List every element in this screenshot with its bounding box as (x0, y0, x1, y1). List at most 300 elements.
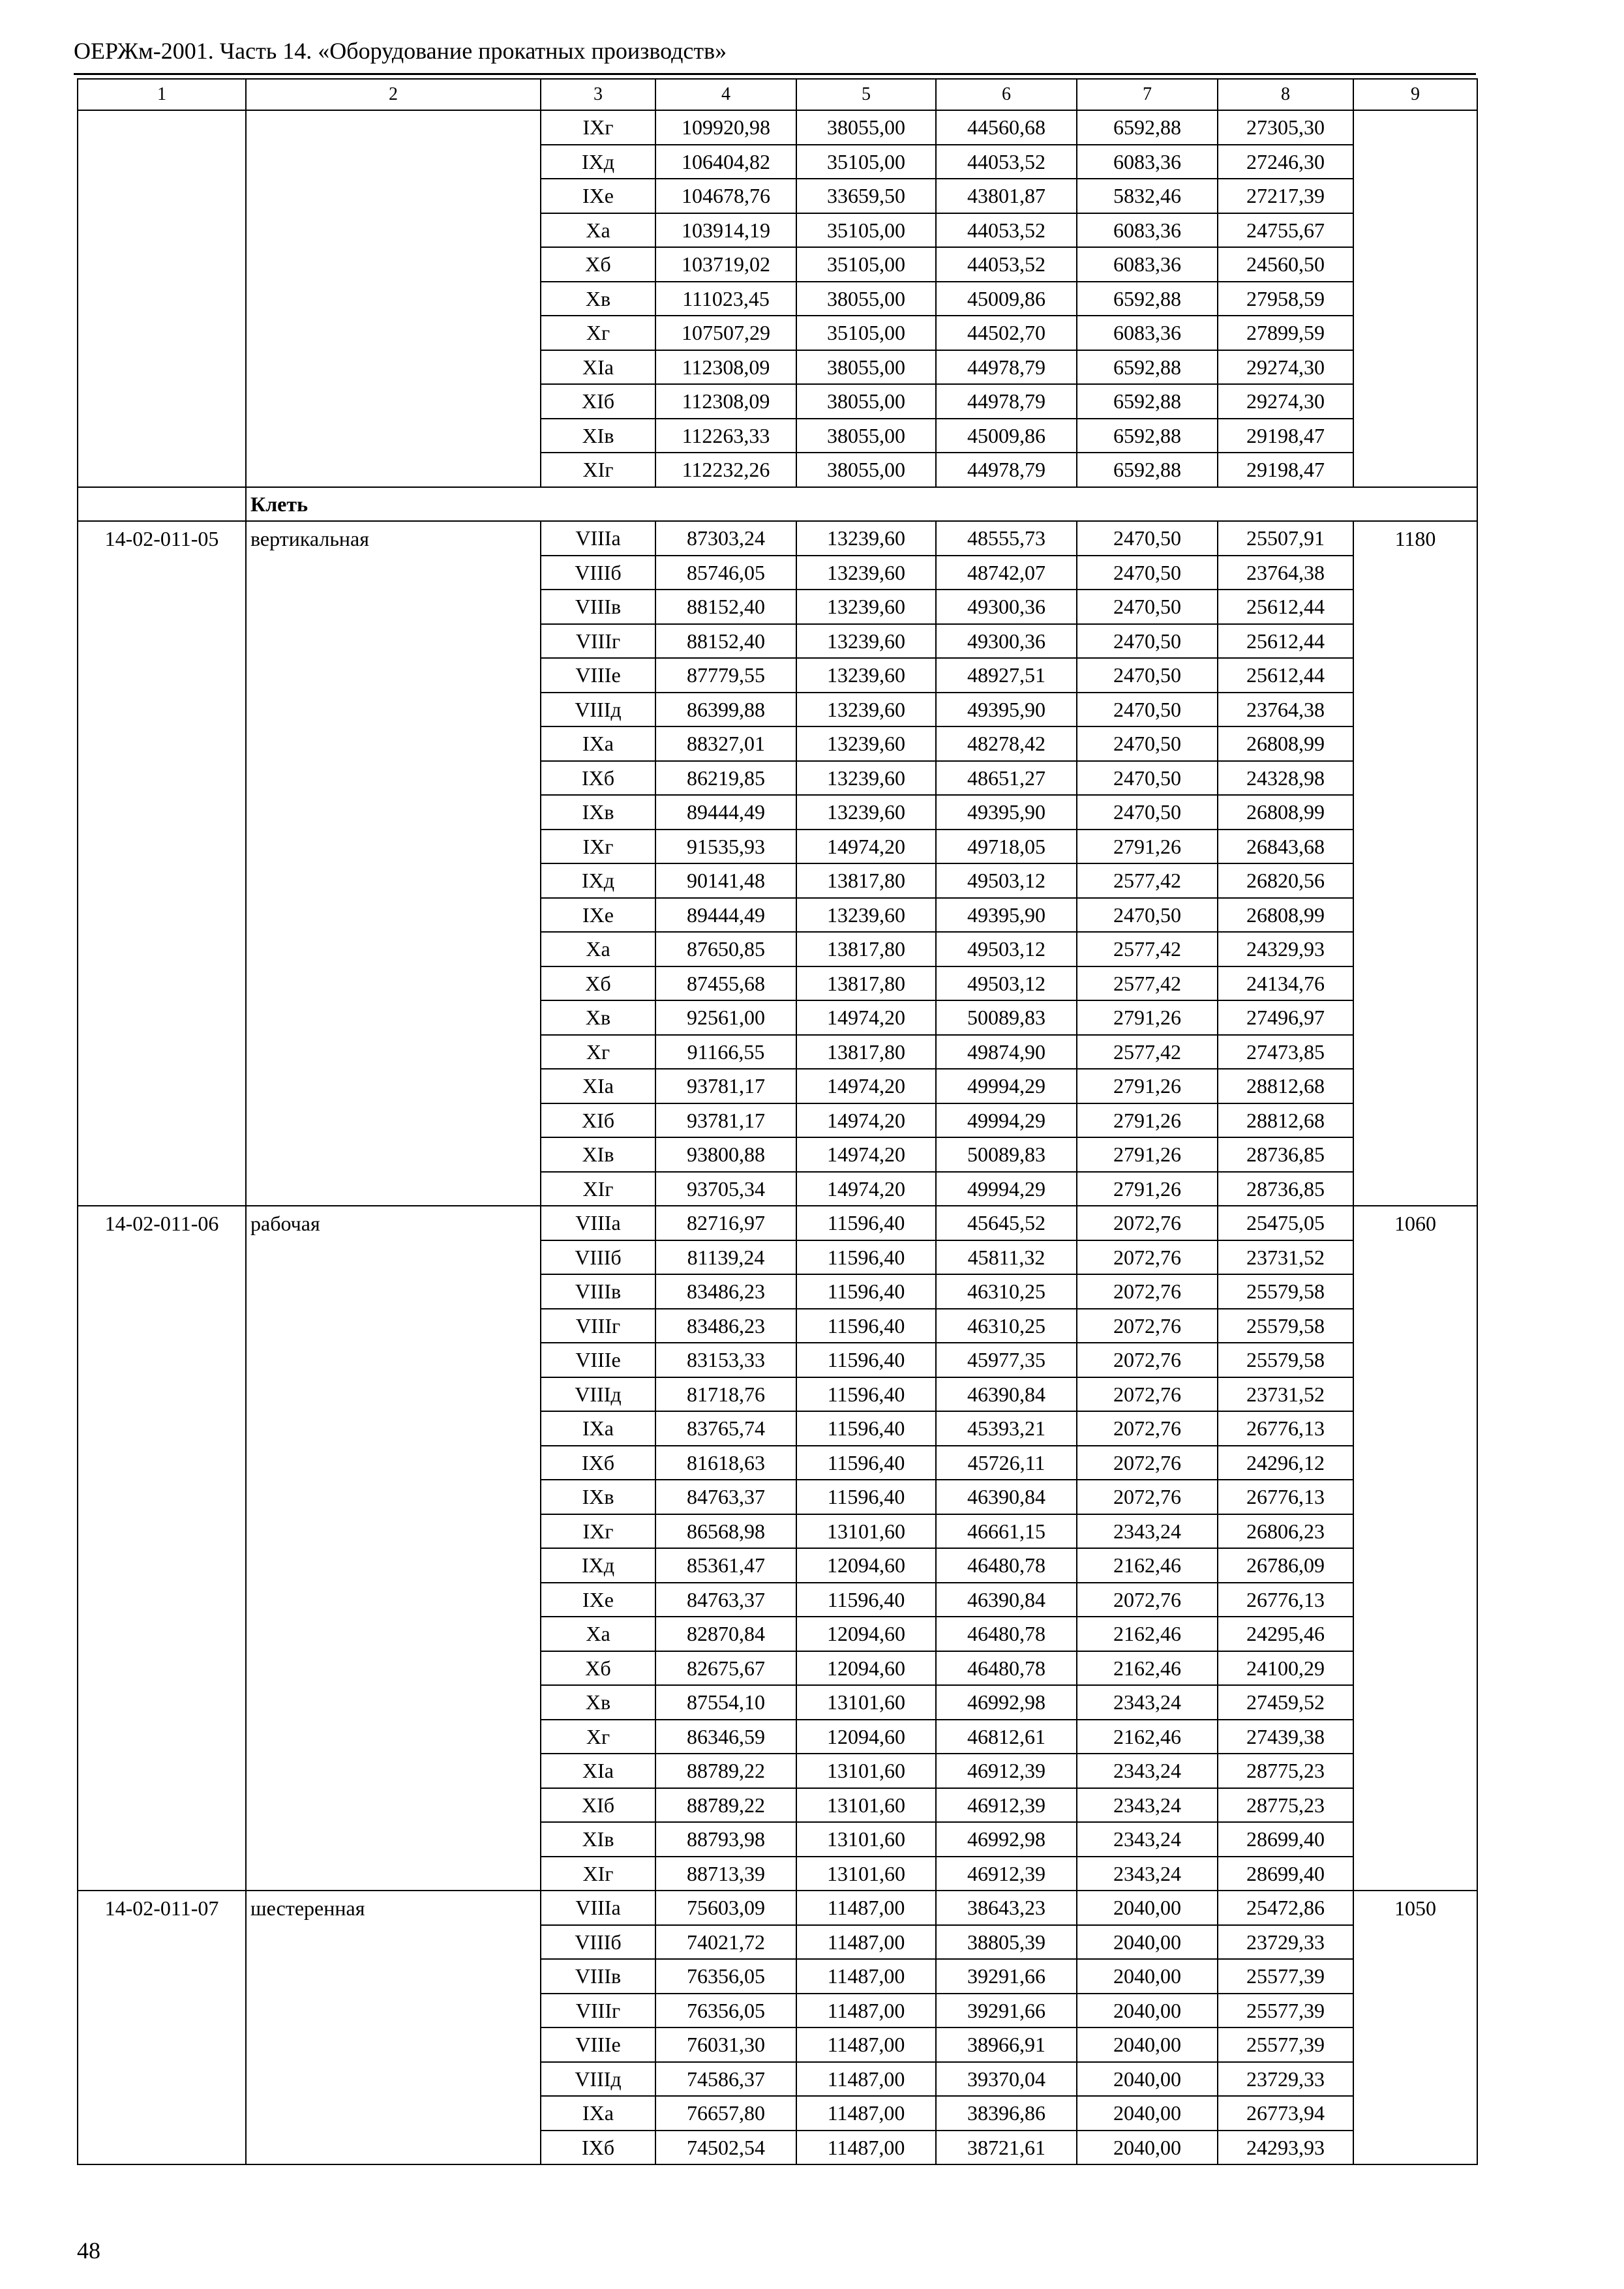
value-cell: 76031,30 (655, 2027, 796, 2062)
value-cell: 14974,20 (796, 830, 936, 864)
value-cell: 2072,76 (1077, 1411, 1218, 1446)
value-cell: 2470,50 (1077, 761, 1218, 796)
class-cell: VIIIб (541, 1925, 655, 1960)
value-cell: 48927,51 (936, 658, 1077, 693)
value-cell: 12094,60 (796, 1720, 936, 1754)
value-cell: 76356,05 (655, 1994, 796, 2028)
value-cell: 44978,79 (936, 453, 1077, 487)
value-cell: 27496,97 (1218, 1000, 1353, 1035)
value-cell: 2343,24 (1077, 1822, 1218, 1857)
class-cell: XIа (541, 1754, 655, 1788)
value-cell: 12094,60 (796, 1548, 936, 1583)
value-cell: 13239,60 (796, 898, 936, 933)
value-cell: 87554,10 (655, 1685, 796, 1720)
value-cell: 50089,83 (936, 1137, 1077, 1172)
value-cell: 38055,00 (796, 419, 936, 453)
value-cell: 104678,76 (655, 179, 796, 213)
value-cell: 35105,00 (796, 213, 936, 248)
value-cell: 87650,85 (655, 932, 796, 966)
value-cell: 45977,35 (936, 1343, 1077, 1377)
value-cell: 25612,44 (1218, 590, 1353, 624)
rates-table (77, 78, 1478, 2165)
value-cell: 12094,60 (796, 1651, 936, 1686)
class-cell: IXа (541, 2096, 655, 2131)
value-cell: 29274,30 (1218, 384, 1353, 419)
value-cell: 88713,39 (655, 1857, 796, 1891)
class-cell: XIв (541, 419, 655, 453)
value-cell: 13239,60 (796, 556, 936, 590)
value-cell: 14974,20 (796, 1000, 936, 1035)
value-cell: 2040,00 (1077, 2027, 1218, 2062)
value-cell: 11596,40 (796, 1309, 936, 1343)
value-cell: 48555,73 (936, 521, 1077, 556)
value-cell: 2162,46 (1077, 1548, 1218, 1583)
value-cell: 49503,12 (936, 966, 1077, 1001)
value-cell: 6083,36 (1077, 145, 1218, 179)
class-cell: XIг (541, 1857, 655, 1891)
value-cell: 6592,88 (1077, 384, 1218, 419)
value-cell: 82675,67 (655, 1651, 796, 1686)
class-cell: IXг (541, 110, 655, 145)
value-cell: 2791,26 (1077, 1000, 1218, 1035)
value-cell: 49395,90 (936, 898, 1077, 933)
value-cell: 49300,36 (936, 590, 1077, 624)
column-number: 4 (655, 79, 796, 110)
value-cell: 44053,52 (936, 145, 1077, 179)
value-cell: 2343,24 (1077, 1514, 1218, 1549)
value-cell: 13101,60 (796, 1514, 936, 1549)
value-cell: 49395,90 (936, 795, 1077, 830)
class-cell: XIг (541, 453, 655, 487)
value-cell: 2072,76 (1077, 1480, 1218, 1514)
value-cell: 13239,60 (796, 726, 936, 761)
value-cell: 2343,24 (1077, 1754, 1218, 1788)
empty-cell (78, 487, 246, 522)
value-cell: 14974,20 (796, 1137, 936, 1172)
value-cell: 49718,05 (936, 830, 1077, 864)
value-cell: 2577,42 (1077, 966, 1218, 1001)
rate-code (78, 110, 246, 487)
value-cell: 24296,12 (1218, 1446, 1353, 1480)
column-number: 6 (936, 79, 1077, 110)
value-cell: 76657,80 (655, 2096, 796, 2131)
value-cell: 13101,60 (796, 1685, 936, 1720)
value-cell: 2162,46 (1077, 1720, 1218, 1754)
col9-value (1353, 110, 1477, 487)
value-cell: 87303,24 (655, 521, 796, 556)
value-cell: 26808,99 (1218, 726, 1353, 761)
value-cell: 23764,38 (1218, 556, 1353, 590)
value-cell: 13239,60 (796, 795, 936, 830)
value-cell: 6592,88 (1077, 350, 1218, 385)
value-cell: 2470,50 (1077, 521, 1218, 556)
value-cell: 11487,00 (796, 2062, 936, 2097)
class-cell: IXе (541, 898, 655, 933)
class-cell: Xв (541, 1000, 655, 1035)
value-cell: 39291,66 (936, 1994, 1077, 2028)
value-cell: 38396,86 (936, 2096, 1077, 2131)
value-cell: 6592,88 (1077, 419, 1218, 453)
class-cell: XIв (541, 1137, 655, 1172)
value-cell: 13239,60 (796, 521, 936, 556)
value-cell: 89444,49 (655, 795, 796, 830)
class-cell: Xг (541, 1035, 655, 1070)
value-cell: 6592,88 (1077, 453, 1218, 487)
value-cell: 88793,98 (655, 1822, 796, 1857)
value-cell: 2791,26 (1077, 1172, 1218, 1206)
value-cell: 13817,80 (796, 1035, 936, 1070)
class-cell: IXб (541, 1446, 655, 1480)
class-cell: Xб (541, 247, 655, 282)
value-cell: 27305,30 (1218, 110, 1353, 145)
value-cell: 26773,94 (1218, 2096, 1353, 2131)
value-cell: 46310,25 (936, 1274, 1077, 1309)
value-cell: 26808,99 (1218, 795, 1353, 830)
value-cell: 45645,52 (936, 1206, 1077, 1240)
value-cell: 26776,13 (1218, 1480, 1353, 1514)
value-cell: 11487,00 (796, 1994, 936, 2028)
value-cell: 27217,39 (1218, 179, 1353, 213)
value-cell: 13817,80 (796, 966, 936, 1001)
value-cell: 93705,34 (655, 1172, 796, 1206)
value-cell: 2162,46 (1077, 1651, 1218, 1686)
column-number: 7 (1077, 79, 1218, 110)
value-cell: 45009,86 (936, 282, 1077, 316)
value-cell: 11487,00 (796, 2131, 936, 2165)
value-cell: 35105,00 (796, 145, 936, 179)
value-cell: 38805,39 (936, 1925, 1077, 1960)
value-cell: 2072,76 (1077, 1377, 1218, 1412)
value-cell: 2072,76 (1077, 1240, 1218, 1275)
value-cell: 46812,61 (936, 1720, 1077, 1754)
class-cell: VIIIе (541, 2027, 655, 2062)
class-cell: VIIIа (541, 1891, 655, 1925)
value-cell: 45726,11 (936, 1446, 1077, 1480)
value-cell: 5832,46 (1077, 179, 1218, 213)
value-cell: 112232,26 (655, 453, 796, 487)
value-cell: 28812,68 (1218, 1103, 1353, 1138)
value-cell: 45393,21 (936, 1411, 1077, 1446)
value-cell: 2072,76 (1077, 1583, 1218, 1617)
value-cell: 2343,24 (1077, 1857, 1218, 1891)
value-cell: 23731,52 (1218, 1377, 1353, 1412)
value-cell: 11487,00 (796, 2027, 936, 2062)
value-cell: 24293,93 (1218, 2131, 1353, 2165)
value-cell: 88789,22 (655, 1754, 796, 1788)
group-heading: Клеть (246, 487, 1477, 522)
value-cell: 38643,23 (936, 1891, 1077, 1925)
class-cell: VIIIе (541, 658, 655, 693)
value-cell: 91166,55 (655, 1035, 796, 1070)
value-cell: 38966,91 (936, 2027, 1077, 2062)
value-cell: 2072,76 (1077, 1309, 1218, 1343)
value-cell: 82716,97 (655, 1206, 796, 1240)
rate-code: 14-02-011-07 (78, 1891, 246, 2164)
value-cell: 6083,36 (1077, 316, 1218, 350)
value-cell: 11596,40 (796, 1480, 936, 1514)
value-cell: 76356,05 (655, 1959, 796, 1994)
value-cell: 6083,36 (1077, 213, 1218, 248)
value-cell: 2470,50 (1077, 590, 1218, 624)
value-cell: 44978,79 (936, 350, 1077, 385)
value-cell: 2470,50 (1077, 726, 1218, 761)
value-cell: 11596,40 (796, 1206, 936, 1240)
value-cell: 44502,70 (936, 316, 1077, 350)
class-cell: VIIIв (541, 1959, 655, 1994)
value-cell: 26820,56 (1218, 863, 1353, 898)
value-cell: 26786,09 (1218, 1548, 1353, 1583)
class-cell: Xб (541, 966, 655, 1001)
value-cell: 28699,40 (1218, 1857, 1353, 1891)
value-cell: 26808,99 (1218, 898, 1353, 933)
class-cell: VIIIб (541, 1240, 655, 1275)
value-cell: 29198,47 (1218, 453, 1353, 487)
value-cell: 2470,50 (1077, 693, 1218, 727)
class-cell: VIIIв (541, 1274, 655, 1309)
value-cell: 85361,47 (655, 1548, 796, 1583)
value-cell: 27439,38 (1218, 1720, 1353, 1754)
value-cell: 24100,29 (1218, 1651, 1353, 1686)
class-cell: IXг (541, 1514, 655, 1549)
value-cell: 29198,47 (1218, 419, 1353, 453)
value-cell: 23731,52 (1218, 1240, 1353, 1275)
value-cell: 2040,00 (1077, 2131, 1218, 2165)
value-cell: 14974,20 (796, 1103, 936, 1138)
class-cell: Xб (541, 1651, 655, 1686)
class-cell: VIIIг (541, 1994, 655, 2028)
value-cell: 2577,42 (1077, 1035, 1218, 1070)
value-cell: 23729,33 (1218, 1925, 1353, 1960)
value-cell: 45009,86 (936, 419, 1077, 453)
value-cell: 2470,50 (1077, 556, 1218, 590)
equipment-name: рабочая (246, 1206, 541, 1891)
value-cell: 38721,61 (936, 2131, 1077, 2165)
value-cell: 49395,90 (936, 693, 1077, 727)
equipment-name: шестеренная (246, 1891, 541, 2164)
value-cell: 13239,60 (796, 624, 936, 659)
page-header-title: ОЕРЖм-2001. Часть 14. «Оборудование прокатных производств» (74, 38, 727, 64)
value-cell: 27246,30 (1218, 145, 1353, 179)
value-cell: 14974,20 (796, 1069, 936, 1103)
value-cell: 44053,52 (936, 247, 1077, 282)
class-cell: IXв (541, 1480, 655, 1514)
value-cell: 93781,17 (655, 1103, 796, 1138)
value-cell: 49994,29 (936, 1172, 1077, 1206)
class-cell: IXе (541, 179, 655, 213)
class-cell: IXв (541, 795, 655, 830)
class-cell: VIIIв (541, 590, 655, 624)
class-cell: Xв (541, 282, 655, 316)
class-cell: Xа (541, 213, 655, 248)
value-cell: 2791,26 (1077, 830, 1218, 864)
value-cell: 49300,36 (936, 624, 1077, 659)
value-cell: 83153,33 (655, 1343, 796, 1377)
value-cell: 11596,40 (796, 1274, 936, 1309)
value-cell: 49994,29 (936, 1103, 1077, 1138)
value-cell: 24560,50 (1218, 247, 1353, 282)
value-cell: 86399,88 (655, 693, 796, 727)
class-cell: VIIIг (541, 1309, 655, 1343)
value-cell: 46480,78 (936, 1651, 1077, 1686)
value-cell: 25579,58 (1218, 1274, 1353, 1309)
value-cell: 6592,88 (1077, 282, 1218, 316)
value-cell: 39291,66 (936, 1959, 1077, 1994)
value-cell: 35105,00 (796, 247, 936, 282)
value-cell: 84763,37 (655, 1480, 796, 1514)
value-cell: 26776,13 (1218, 1583, 1353, 1617)
value-cell: 24755,67 (1218, 213, 1353, 248)
value-cell: 2470,50 (1077, 795, 1218, 830)
value-cell: 46912,39 (936, 1857, 1077, 1891)
value-cell: 27958,59 (1218, 282, 1353, 316)
class-cell: XIб (541, 1788, 655, 1823)
value-cell: 2470,50 (1077, 658, 1218, 693)
value-cell: 2162,46 (1077, 1617, 1218, 1651)
value-cell: 25612,44 (1218, 658, 1353, 693)
value-cell: 23729,33 (1218, 2062, 1353, 2097)
class-cell: VIIIб (541, 556, 655, 590)
equipment-name (246, 110, 541, 487)
value-cell: 38055,00 (796, 282, 936, 316)
value-cell: 13239,60 (796, 761, 936, 796)
value-cell: 29274,30 (1218, 350, 1353, 385)
value-cell: 2072,76 (1077, 1274, 1218, 1309)
value-cell: 93781,17 (655, 1069, 796, 1103)
col9-value: 1050 (1353, 1891, 1477, 2164)
value-cell: 83765,74 (655, 1411, 796, 1446)
value-cell: 74586,37 (655, 2062, 796, 2097)
value-cell: 2040,00 (1077, 1925, 1218, 1960)
value-cell: 86568,98 (655, 1514, 796, 1549)
value-cell: 26843,68 (1218, 830, 1353, 864)
value-cell: 83486,23 (655, 1309, 796, 1343)
class-cell: IXб (541, 761, 655, 796)
value-cell: 25577,39 (1218, 1959, 1353, 1994)
rate-code: 14-02-011-06 (78, 1206, 246, 1891)
class-cell: IXд (541, 1548, 655, 1583)
value-cell: 11487,00 (796, 1959, 936, 1994)
value-cell: 48651,27 (936, 761, 1077, 796)
value-cell: 93800,88 (655, 1137, 796, 1172)
class-cell: XIа (541, 350, 655, 385)
value-cell: 28812,68 (1218, 1069, 1353, 1103)
value-cell: 46390,84 (936, 1583, 1077, 1617)
value-cell: 2791,26 (1077, 1103, 1218, 1138)
page-number: 48 (77, 2237, 100, 2264)
value-cell: 6083,36 (1077, 247, 1218, 282)
class-cell: IXг (541, 830, 655, 864)
value-cell: 44978,79 (936, 384, 1077, 419)
value-cell: 2791,26 (1077, 1069, 1218, 1103)
value-cell: 2577,42 (1077, 932, 1218, 966)
value-cell: 38055,00 (796, 350, 936, 385)
table-row (78, 1891, 1477, 1925)
value-cell: 25507,91 (1218, 521, 1353, 556)
value-cell: 2040,00 (1077, 1891, 1218, 1925)
value-cell: 24295,46 (1218, 1617, 1353, 1651)
value-cell: 46480,78 (936, 1548, 1077, 1583)
value-cell: 46661,15 (936, 1514, 1077, 1549)
column-number: 8 (1218, 79, 1353, 110)
value-cell: 26806,23 (1218, 1514, 1353, 1549)
class-cell: XIа (541, 1069, 655, 1103)
equipment-name: вертикальная (246, 521, 541, 1206)
value-cell: 38055,00 (796, 110, 936, 145)
class-cell: XIб (541, 384, 655, 419)
class-cell: IXа (541, 726, 655, 761)
value-cell: 46992,98 (936, 1685, 1077, 1720)
value-cell: 38055,00 (796, 453, 936, 487)
value-cell: 82870,84 (655, 1617, 796, 1651)
value-cell: 2040,00 (1077, 1994, 1218, 2028)
value-cell: 11596,40 (796, 1377, 936, 1412)
column-number: 3 (541, 79, 655, 110)
value-cell: 46480,78 (936, 1617, 1077, 1651)
class-cell: XIб (541, 1103, 655, 1138)
value-cell: 25475,05 (1218, 1206, 1353, 1240)
class-cell: Xг (541, 1720, 655, 1754)
value-cell: 89444,49 (655, 898, 796, 933)
value-cell: 90141,48 (655, 863, 796, 898)
class-cell: VIIIд (541, 693, 655, 727)
value-cell: 38055,00 (796, 384, 936, 419)
value-cell: 2040,00 (1077, 2062, 1218, 2097)
rate-code: 14-02-011-05 (78, 521, 246, 1206)
value-cell: 49503,12 (936, 863, 1077, 898)
value-cell: 28699,40 (1218, 1822, 1353, 1857)
table-row (78, 1206, 1477, 1240)
value-cell: 87779,55 (655, 658, 796, 693)
table-row (78, 110, 1477, 145)
value-cell: 24134,76 (1218, 966, 1353, 1001)
class-cell: VIIIа (541, 521, 655, 556)
value-cell: 75603,09 (655, 1891, 796, 1925)
value-cell: 81139,24 (655, 1240, 796, 1275)
column-number: 1 (78, 79, 246, 110)
class-cell: VIIIа (541, 1206, 655, 1240)
value-cell: 46912,39 (936, 1788, 1077, 1823)
table-body (78, 79, 1477, 2164)
class-cell: IXе (541, 1583, 655, 1617)
value-cell: 25472,86 (1218, 1891, 1353, 1925)
value-cell: 25577,39 (1218, 2027, 1353, 2062)
value-cell: 2072,76 (1077, 1343, 1218, 1377)
column-number: 5 (796, 79, 936, 110)
value-cell: 24328,98 (1218, 761, 1353, 796)
value-cell: 28775,23 (1218, 1754, 1353, 1788)
value-cell: 49503,12 (936, 932, 1077, 966)
class-cell: Xг (541, 316, 655, 350)
value-cell: 11596,40 (796, 1583, 936, 1617)
value-cell: 39370,04 (936, 2062, 1077, 2097)
value-cell: 25577,39 (1218, 1994, 1353, 2028)
value-cell: 44560,68 (936, 110, 1077, 145)
value-cell: 48742,07 (936, 556, 1077, 590)
value-cell: 28736,85 (1218, 1137, 1353, 1172)
value-cell: 109920,98 (655, 110, 796, 145)
value-cell: 74502,54 (655, 2131, 796, 2165)
value-cell: 88789,22 (655, 1788, 796, 1823)
column-number: 9 (1353, 79, 1477, 110)
class-cell: Xа (541, 932, 655, 966)
class-cell: IXа (541, 1411, 655, 1446)
value-cell: 85746,05 (655, 556, 796, 590)
value-cell: 11487,00 (796, 1891, 936, 1925)
value-cell: 2791,26 (1077, 1137, 1218, 1172)
class-cell: IXд (541, 863, 655, 898)
value-cell: 88327,01 (655, 726, 796, 761)
value-cell: 11596,40 (796, 1446, 936, 1480)
